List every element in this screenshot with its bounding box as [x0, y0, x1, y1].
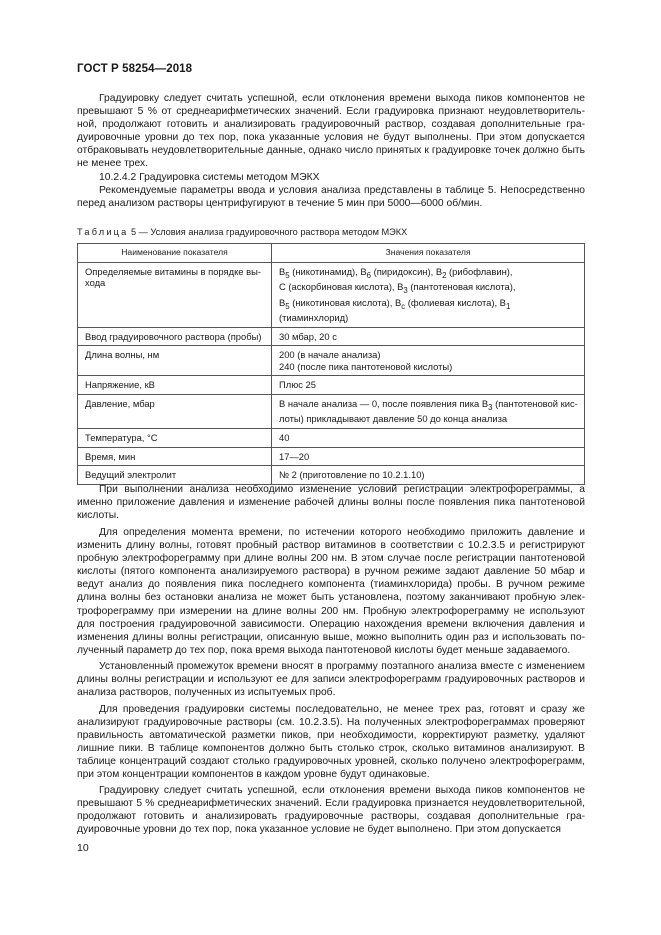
paragraph-4: При выполнении анализа необходимо изменение условий регистрации электрофореграммы, а именно приложение давления и изменение рабочей длины волны после появления пика пантотеновой кислоты.	[77, 484, 585, 522]
table-row	[78, 429, 585, 448]
row-label: Напряжение, кВ	[78, 376, 272, 395]
row-value-wavelength	[272, 346, 585, 376]
row-value: Плюс 25	[272, 376, 585, 395]
paragraph-1: Градуировку следует считать успешной, если отклонения времени выхода пиков компонентов не превышают 5 % от среднеарифметических значений. Если градуировка признают неудовлетворительной, продолжают готовить и анализировать градуировочный раствор, создавая дополнительные градуировочные уровни до тех пор, пока указанные условия не будут выполнены. При этом допускается отбраковывать неудовлетворительные данные, однако число принятых к градуировке точек должно быть не менее трех.	[77, 93, 585, 170]
paragraph-5: Для определения момента времени, по истечении которого необходимо приложить давление и изменить длину волны, готовят пробный раствор витаминов в соответствии с 10.2.3.5 и регистрируют пробную электрофореграмму при длине волны 200 нм. В этом случае после регистрации пантотеновой кислоты (пятого компонента анализируемого раствора) в ручном режиме задают давление 50 мбар и ведут анализ до появления пика последнего компонента (тиаминхлорида) пробы. В ручном режиме длина волны без остановки анализа не может быть установлена, поэтому заканчивают пробную электрофореграмму при измерении на длине волны 200 нм. Пробную электрофореграмму не используют для построения градуировочной зависимости. Операцию нахождения времени включения давления и изменения длины волны регистрации, описанную выше, можно выполнить один раз и использовать полученный параметр до тех пор, пока время выхода пантотеновой кислоты будет меньше задаваемого.	[77, 527, 585, 656]
paragraph-6: Установленный промежуток времени вносят в программу поэтапного анализа вместе с изменением длины волны регистрации и используют ее для записи электрофореграмм градуировочных растворов и анализа растворов, полученных из испытуемых проб.	[77, 661, 585, 699]
row-label: Ввод градуировочного раствора (пробы)	[78, 327, 272, 346]
row-value-pressure: В начале анализа — 0, после появления пика $B_3$ (пантотеновой кислоты) прикладывают давление 50 до конца анализа	[272, 394, 585, 428]
column-header-name: Наименование показателя	[78, 244, 272, 263]
row-label: Давление, мбар	[78, 394, 272, 428]
row-label: Время, мин	[78, 447, 272, 466]
paragraph-8: Градуировку следует считать успешной, если отклонения времени выхода пиков компонентов не превышают 5 % среднеарифметических значений. Если градуировка признается неудовлетворительной, продолжают готовить и анализировать градуировочные растворы, создавая дополнительные градуировочные уровни до тех пор, пока указанное условие не будет выполнено. При этом допускается	[77, 785, 585, 836]
table-header-row	[78, 244, 585, 263]
row-value: 30 мбар, 20 с	[272, 327, 585, 346]
row-label: Длина волны, нм	[78, 346, 272, 376]
wavelength-line-1: 200 (в начале анализа)	[279, 349, 381, 361]
table-caption-text: 5 — Условия анализа градуировочного раствора методом МЭКХ	[128, 227, 408, 237]
wavelength-line-2: 240 (после пика пантотеновой кислоты)	[279, 360, 453, 372]
paragraph-7: Для проведения градуировки системы последовательно, не менее трех раз, готовят и сразу же анализируют градуировочные растворы (см. 10.2.3.5). На полученных электрофореграммах проверяют правильность автоматической разметки пиков, при необходимости, корректируют разметку, удаляют лишние пики. В таблице компонентов должно быть столько строк, сколько витаминов анализируют. В таблице концентраций создают столько градуировочных уровней, сколько получено электрофореграмм, при этом концентрации компонентов в каждом уровне будут одинаковые.	[77, 704, 585, 781]
table-row	[78, 447, 585, 466]
table-row	[78, 466, 585, 485]
table-caption	[77, 227, 407, 237]
vitamins-line-2: C (аскорбиновая кислота), $B_3$ (пантотеновая кислота),	[279, 281, 516, 295]
paragraph-3: Рекомендуемые параметры ввода и условия анализа представлены в таблице 5. Непосредственно перед анализом растворы центрифугируют в течение 5 мин при 5000—6000 об/мин.	[77, 185, 585, 210]
vitamins-line-1: $B_5$ (никотинамид), $B_6$ (пиридоксин), $B_2$ (рибофлавин),	[279, 265, 513, 280]
row-label: Ведущий электролит	[78, 466, 272, 485]
document-header: ГОСТ Р 58254—2018	[77, 63, 193, 75]
table-row	[78, 376, 585, 395]
conditions-table	[77, 243, 585, 485]
table-row	[78, 394, 585, 428]
table-row	[78, 346, 585, 376]
row-label: Определяемые витамины в порядке выхода	[78, 262, 272, 327]
column-header-value: Значения показателя	[272, 244, 585, 263]
table-caption-prefix: Таблица	[77, 227, 129, 237]
row-value: 17—20	[272, 447, 585, 466]
row-label: Температура, °С	[78, 429, 272, 448]
row-value: 40	[272, 429, 585, 448]
row-value: № 2 (приготовление по 10.2.1.10)	[272, 466, 585, 485]
section-heading-10-2-4-2: 10.2.4.2 Градуировка системы методом МЭКХ	[99, 172, 320, 183]
table-row	[78, 262, 585, 327]
page-number: 10	[77, 842, 89, 854]
row-value-vitamins	[272, 262, 585, 327]
vitamins-line-3: $B_5$ (никотиновая кислота), $B_c$ (фолиевая кислота), $B_1$ (тиаминхлорид)	[279, 296, 511, 323]
table-row	[78, 327, 585, 346]
